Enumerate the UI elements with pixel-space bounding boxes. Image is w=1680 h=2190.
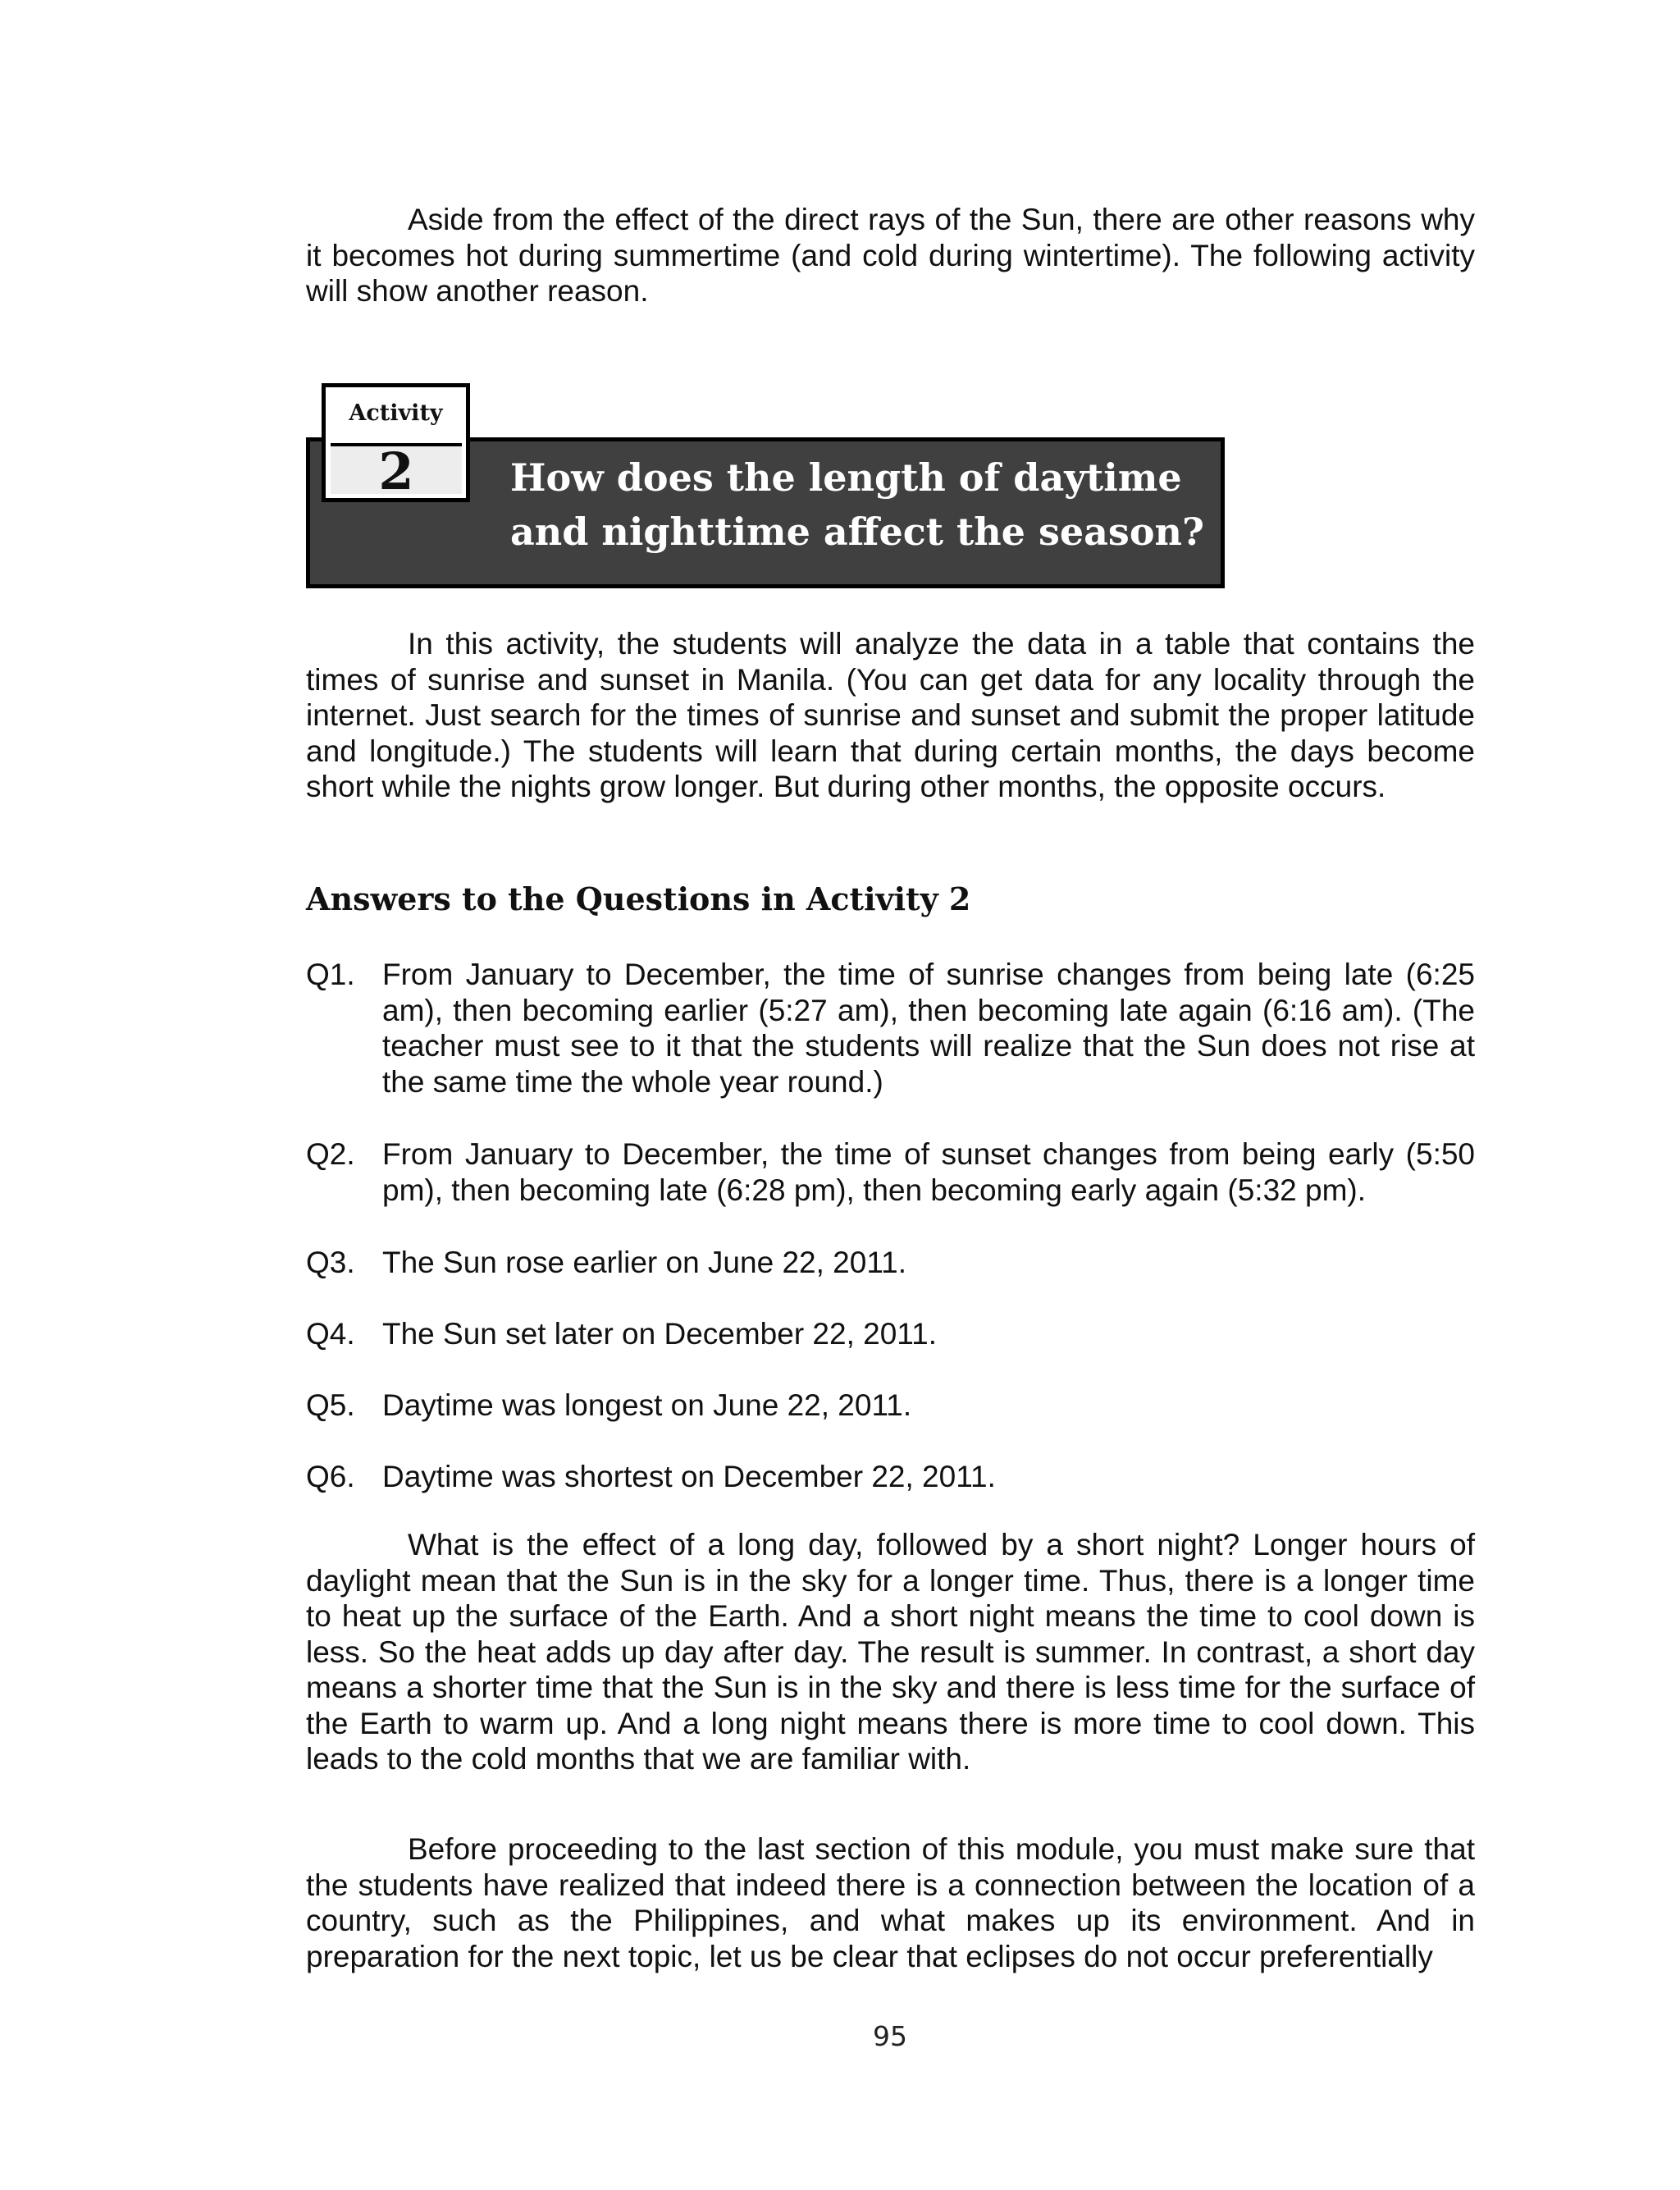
answer-label: Q1.: [306, 958, 355, 991]
answer-text: The Sun rose earlier on June 22, 2011.: [382, 1246, 907, 1279]
activity-number-box: [331, 441, 462, 501]
activity-label: Activity: [349, 400, 443, 426]
answer-text: Daytime was shortest on December 22, 2011.: [382, 1460, 996, 1493]
answer-item: [306, 1316, 1475, 1352]
answer-label: Q4.: [306, 1317, 355, 1351]
answers-heading: Answers to the Questions in Activity 2: [306, 880, 971, 917]
activity-tab: [322, 383, 470, 502]
activity-number: 2: [378, 441, 414, 501]
answer-label: Q6.: [306, 1460, 355, 1493]
closing-paragraph: Before proceeding to the last section of this module, you must make sure that the students have realized that indeed there is a connection between the location of a country, such as the Philippines, and what makes up its environment. And in preparation for the next topic, let us be clear that eclipses do not occur preferentially: [306, 1832, 1475, 1973]
answer-label: Q5.: [306, 1388, 355, 1422]
answer-text: The Sun set later on December 22, 2011.: [382, 1317, 937, 1351]
answer-item: [306, 1459, 1475, 1495]
answer-label: Q2.: [306, 1137, 355, 1171]
answer-item: [306, 1388, 1475, 1424]
page-number: 95: [873, 2020, 907, 2052]
answer-item: [306, 1136, 1475, 1208]
answer-item: [306, 957, 1475, 1100]
activity-title: [510, 450, 1216, 559]
answer-text: From January to December, the time of sunrise changes from being late (6:25 am), then becoming earlier (5:27 am), then becoming late again (6:16 am). (The teacher must see to it that the students will realize that the Sun does not rise at the same time the whole year round.): [382, 958, 1475, 1099]
answer-text: From January to December, the time of sunset changes from being early (5:50 pm), then becoming late (6:28 pm), then becoming early again (5:32 pm).: [382, 1137, 1475, 1207]
discussion-paragraph: What is the effect of a long day, followed by a short night? Longer hours of daylight mean that the Sun is in the sky for a longer time. Thus, there is a longer time to heat up the surface of the Earth. And a short night means the time to cool down is less. So the heat adds up day after day. The result is summer. In contrast, a short day means a shorter time that the Sun is in the sky and there is less time for the surface of the Earth to warm up. And a long night means there is more time to cool down. This leads to the cold months that we are familiar with.: [306, 1528, 1475, 1776]
activity-title-line-1: How does the length of daytime: [510, 455, 1182, 500]
answer-item: [306, 1245, 1475, 1281]
intro-paragraph: Aside from the effect of the direct rays of the Sun, there are other reasons why it becomes hot during summertime (and cold during wintertime). The following activity will show another reason.: [306, 203, 1475, 308]
activity-description: In this activity, the students will analyze the data in a table that contains the times of sunrise and sunset in Manila. (You can get data for any locality through the internet. Just search for the times of sunrise and sunset and submit the proper latitude and longitude.) The students will learn that during certain months, the days become short while the nights grow longer. But during other months, the opposite occurs.: [306, 627, 1475, 803]
answer-label: Q3.: [306, 1246, 355, 1279]
activity-title-line-2: and nighttime affect the season?: [510, 510, 1204, 554]
answer-text: Daytime was longest on June 22, 2011.: [382, 1388, 912, 1422]
